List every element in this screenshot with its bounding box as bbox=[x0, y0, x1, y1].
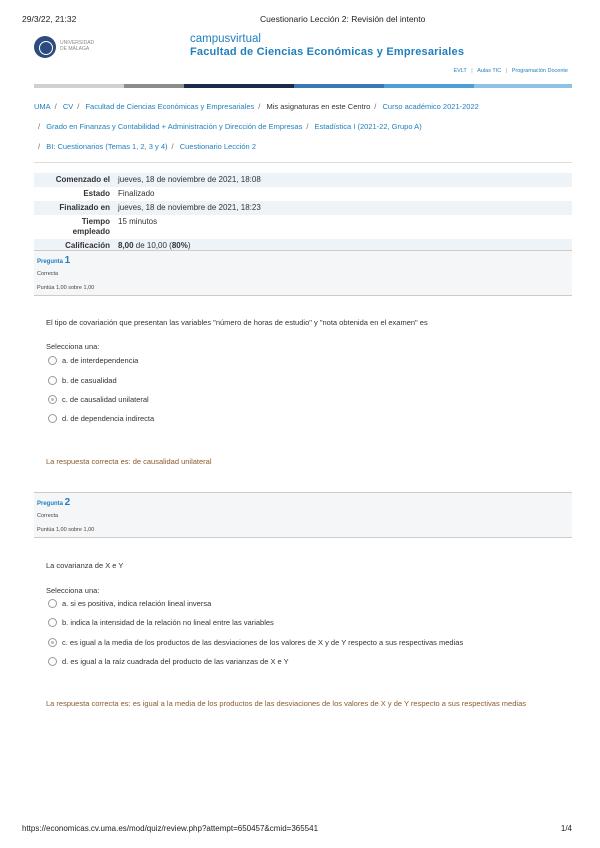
logo-text: UNIVERSIDAD DE MÁLAGA bbox=[60, 40, 95, 52]
question-2-info bbox=[34, 492, 572, 538]
state-label: Estado bbox=[83, 189, 110, 198]
option-label: b. indica la intensidad de la relación no lineal entre las variables bbox=[62, 618, 274, 627]
question-2-mark: Puntúa 1,00 sobre 1,00 bbox=[37, 527, 95, 533]
option-label: c. de causalidad unilateral bbox=[62, 395, 149, 404]
faculty-name[interactable]: Facultad de Ciencias Económicas y Empresariales bbox=[190, 46, 465, 58]
question-2-prefix: Pregunta bbox=[37, 501, 65, 507]
print-page: 1/4 bbox=[560, 824, 572, 833]
radio-icon[interactable] bbox=[48, 618, 57, 627]
attempt-summary bbox=[34, 173, 572, 253]
question-2-number bbox=[37, 497, 572, 508]
radio-icon[interactable] bbox=[48, 414, 57, 423]
print-title: Cuestionario Lección 2: Revisión del intento bbox=[260, 14, 426, 24]
time-label-line2: empleado bbox=[72, 227, 110, 236]
color-bar-segment bbox=[124, 84, 184, 88]
question-2-text: La covarianza de X e Y bbox=[46, 561, 124, 570]
breadcrumb-estadistica[interactable]: Estadística I (2021-22, Grupo A) bbox=[314, 122, 422, 131]
question-2-option-c[interactable] bbox=[48, 638, 463, 647]
time-label bbox=[34, 215, 114, 239]
breadcrumb-cv[interactable]: CV bbox=[62, 102, 74, 111]
question-2-option-b[interactable] bbox=[48, 618, 274, 627]
question-1-option-b[interactable] bbox=[48, 376, 117, 385]
evlt-link[interactable]: EVLT bbox=[453, 68, 467, 74]
radio-icon[interactable] bbox=[48, 356, 57, 365]
question-2-correct-answer: La respuesta correcta es: es igual a la media de los productos de las desviaciones de los valores de X y de Y respecto a sus respectivas medias bbox=[46, 699, 526, 708]
option-label: a. de interdependencia bbox=[62, 356, 139, 365]
color-bar-segment bbox=[184, 84, 294, 88]
radio-icon[interactable] bbox=[48, 657, 57, 666]
radio-checked-icon[interactable] bbox=[48, 638, 57, 647]
print-datetime: 29/3/22, 21:32 bbox=[22, 14, 77, 24]
state-value: Finalizado bbox=[118, 189, 155, 198]
top-links: EVLT | Aulas TIC | Programación Docente bbox=[453, 68, 568, 74]
question-1-number bbox=[37, 255, 572, 266]
university-seal-icon bbox=[34, 36, 56, 58]
finished-label: Finalizado en bbox=[59, 203, 110, 212]
question-1-option-c[interactable] bbox=[48, 395, 149, 404]
breadcrumb: UMA / CV / Facultad de Ciencias Económicas y Empresariales / Mis asignaturas en este Centro / Curso académico 2021-2022 / Grado en Finanzas y Contabilidad + Administración y Dirección de Empresas / Estadística I (2021-22, Grupo A) / BI: Cuestionarios (Temas 1, 2, 3 y 4) / Cuestionario Lección 2 bbox=[34, 102, 479, 151]
grade-label: Calificación bbox=[65, 241, 110, 250]
breadcrumb-facultad[interactable]: Facultad de Ciencias Económicas y Empresariales bbox=[85, 102, 255, 111]
question-1-prefix: Pregunta bbox=[37, 259, 65, 265]
question-1-info bbox=[34, 250, 572, 296]
question-2-option-a[interactable] bbox=[48, 599, 211, 608]
radio-icon[interactable] bbox=[48, 376, 57, 385]
breadcrumb-mis-asignaturas: Mis asignaturas en este Centro bbox=[266, 102, 371, 111]
print-url: https://economicas.cv.uma.es/mod/quiz/review.php?attempt=650457&cmid=365541 bbox=[22, 824, 319, 833]
grade-percent: 80% bbox=[171, 241, 188, 250]
question-2-select-label: Selecciona una: bbox=[46, 586, 100, 595]
color-bar-segment bbox=[34, 84, 124, 88]
aulas-tic-link[interactable]: Aulas TIC bbox=[477, 68, 502, 74]
started-label: Comenzado el bbox=[55, 175, 110, 184]
option-label: d. es igual a la raíz cuadrada del producto de las varianzas de X e Y bbox=[62, 657, 289, 666]
question-1-option-a[interactable] bbox=[48, 356, 138, 365]
option-label: c. es igual a la media de los productos de las desviaciones de los valores de X y de Y respecto a sus respectivas medias bbox=[62, 638, 464, 647]
university-logo[interactable] bbox=[34, 36, 94, 60]
time-value: 15 minutos bbox=[118, 217, 158, 226]
option-label: a. si es positiva, indica relación lineal inversa bbox=[62, 599, 212, 608]
question-2-state: Correcta bbox=[37, 513, 59, 519]
radio-checked-icon[interactable] bbox=[48, 395, 57, 404]
option-label: d. de dependencia indirecta bbox=[62, 414, 155, 423]
question-1-correct-answer: La respuesta correcta es: de causalidad unilateral bbox=[46, 457, 212, 466]
programacion-docente-link[interactable]: Programación Docente bbox=[511, 68, 568, 74]
color-bar-segment bbox=[474, 84, 572, 88]
question-1-option-d[interactable] bbox=[48, 414, 154, 423]
breadcrumb-grado[interactable]: Grado en Finanzas y Contabilidad + Administración y Dirección de Empresas bbox=[46, 122, 303, 131]
grade-end: ) bbox=[187, 241, 191, 250]
question-1-state: Correcta bbox=[37, 271, 59, 277]
grade-mid: de 10,00 ( bbox=[133, 241, 172, 250]
option-label: b. de casualidad bbox=[62, 376, 117, 385]
question-2-option-d[interactable] bbox=[48, 657, 289, 666]
site-name[interactable]: campusvirtual bbox=[190, 33, 261, 45]
color-bar-segment bbox=[294, 84, 384, 88]
grade-score: 8,00 bbox=[118, 241, 134, 250]
started-value: jueves, 18 de noviembre de 2021, 18:08 bbox=[118, 175, 261, 184]
divider bbox=[34, 162, 572, 163]
time-label-line1: Tiempo bbox=[81, 217, 110, 226]
question-2-num: 2 bbox=[64, 497, 71, 508]
question-1-num: 1 bbox=[64, 255, 71, 266]
breadcrumb-cuestionarios[interactable]: BI: Cuestionarios (Temas 1, 2, 3 y 4) bbox=[46, 142, 168, 151]
question-1-mark: Puntúa 1,00 sobre 1,00 bbox=[37, 285, 95, 291]
question-1-text: El tipo de covariación que presentan las variables "número de horas de estudio" y "nota obtenida en el examen" es bbox=[46, 318, 428, 327]
breadcrumb-cuestionario[interactable]: Cuestionario Lección 2 bbox=[179, 142, 256, 151]
breadcrumb-curso[interactable]: Curso académico 2021-2022 bbox=[382, 102, 479, 111]
question-1-select-label: Selecciona una: bbox=[46, 342, 100, 351]
finished-value: jueves, 18 de noviembre de 2021, 18:23 bbox=[118, 203, 261, 212]
breadcrumb-uma[interactable]: UMA bbox=[34, 102, 51, 111]
color-bar-segment bbox=[384, 84, 474, 88]
radio-icon[interactable] bbox=[48, 599, 57, 608]
